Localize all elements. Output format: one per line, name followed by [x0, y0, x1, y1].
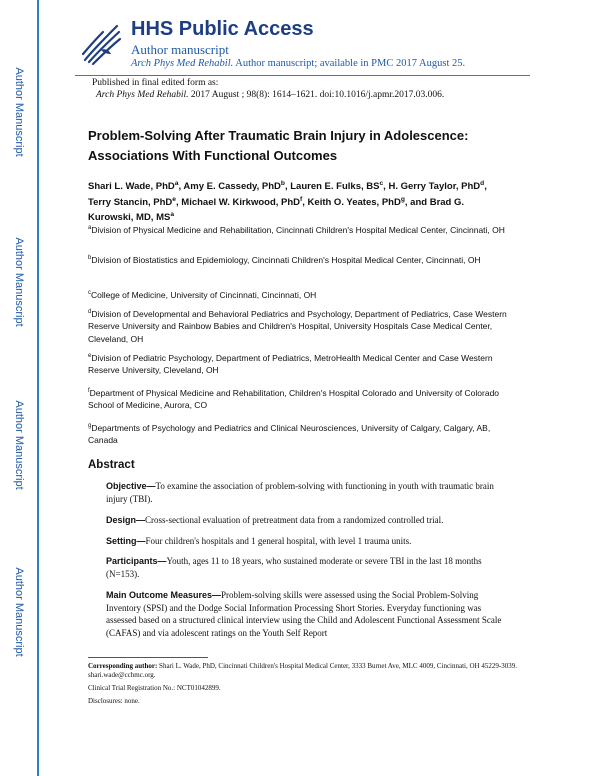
affiliation-item [88, 385, 513, 412]
affiliation-item [88, 287, 513, 301]
abstract-section-text: Problem-solving skills were assessed using the Social Problem-Solving Inventory (SPSI) and the Dodge Social Information Processing Short Stories. Everyday functioning was assessed based on a structured clinical interview using the Child and Adolescent Functional Assessment Scale (CAFAS) and via adolescent ratings on the Youth Self Report [106, 590, 502, 638]
abstract-heading: Abstract [88, 459, 135, 471]
author-affiliation-marker: d [480, 180, 485, 187]
affiliation-marker: d [88, 309, 92, 315]
affiliation-text: Department of Physical Medicine and Rehabilitation, Children's Hospital Colorado and University of Colorado School of Medicine, Aurora, CO [88, 387, 500, 411]
affiliation-text: Division of Pediatric Psychology, Department of Pediatrics, MetroHealth Medical Center and Case Western Reserve University, Cleveland, OH [88, 352, 493, 376]
author-name: Amy E. Cassedy, PhD [183, 181, 281, 193]
author-affiliation-marker: e [172, 195, 176, 203]
affiliation-marker: a [88, 225, 92, 231]
abstract-section-text: Youth, ages 11 to 18 years, who sustained moderate or severe TBI in the last 18 months (N=153). [106, 556, 482, 579]
abstract-section-text: Cross-sectional evaluation of pretreatment data from a randomized controlled trial. [145, 515, 444, 525]
sidebar [0, 0, 38, 776]
corresponding-author-note: Corresponding author: Shari L. Wade, PhD, Cincinnati Children's Hospital Medical Center, 3333 Burnet Ave, MLC 4009, Cincinnati, OH 45229-3039. shari.wade@cchmc.org. [88, 662, 517, 679]
author-affiliation-marker: a [170, 211, 175, 219]
footnote-rule [88, 657, 208, 658]
author-name: Michael W. Kirkwood, PhD [181, 196, 301, 208]
sidebar-label: Author Manuscript [13, 400, 25, 490]
article-title: Problem-Solving After Traumatic Brain Injury in Adolescence: Associations With Functional Outcomes [88, 128, 469, 163]
affiliation-marker: b [88, 255, 92, 261]
manuscript-label: Author manuscript [131, 42, 229, 57]
author-list: Shari L. Wade, PhD$^a$, Amy E. Cassedy, PhD$^b$, Lauren E. Fulks, $BS^c$, H. Gerry Taylor, PhD$^d$, Terry Stancin, PhD$^e$, Michael W. Kirkwood, PhD$^f$, Keith O. Yeates, PhD$^g$, and Brad G. Kurowski, MD, $MS^a$ [88, 180, 487, 224]
affiliation-marker: e [88, 353, 92, 359]
abstract-section [106, 480, 511, 505]
author-affiliation-marker: b [280, 180, 285, 187]
affiliation-marker: c [88, 290, 91, 296]
author-affiliation-marker: f [300, 195, 303, 203]
published-citation: Arch Phys Med Rehabil. 2017 August ; 98(8): 1614–1621. doi:10.1016/j.apmr.2017.03.006. [96, 90, 445, 100]
published-label: Published in final edited form as: [92, 78, 219, 88]
abstract-section-text: Four children's hospitals and 1 general hospital, with level 1 trauma units. [145, 536, 412, 546]
abstract-section-label: Participants— [106, 556, 167, 566]
affiliation-item [88, 222, 513, 236]
affiliation-marker: f [88, 388, 90, 394]
author-name: Brad G. Kurowski, MD, MS [88, 196, 465, 224]
abstract-section [106, 535, 511, 548]
sidebar-label: Author Manuscript [13, 567, 25, 657]
affiliation-item [88, 350, 513, 377]
affiliation-text: Division of Biostatistics and Epidemiology, Cincinnati Children's Hospital Medical Center, Cincinnati, OH [91, 254, 481, 265]
disclosures-note: Disclosures: none. [88, 697, 140, 705]
sidebar-divider [37, 0, 39, 776]
author-name: Shari L. Wade, PhD [88, 181, 175, 193]
abstract-section [106, 555, 511, 580]
manuscript-citation: Arch Phys Med Rehabil. Author manuscript; available in PMC 2017 August 25. [131, 58, 466, 69]
sidebar-label: Author Manuscript [13, 67, 25, 157]
affiliation-text: Division of Developmental and Behavioral Pediatrics and Psychology, Department of Pediatrics, Case Western Reserve University and Rainbow Babies and Children's Hospital, University Hospitals Case Medical Center, Cleveland, OH [88, 308, 507, 344]
sidebar-label: Author Manuscript [13, 237, 25, 327]
abstract-section [106, 589, 511, 639]
affiliation-text: Departments of Psychology and Pediatrics and Clinical Neurosciences, University of Calgary, Calgary, AB, Canada [88, 422, 491, 446]
abstract-section-label: Design— [106, 515, 146, 525]
abstract-section [106, 514, 511, 527]
abstract-section-text: To examine the association of problem-solving with functioning in youth with traumatic brain injury (TBI). [106, 481, 494, 504]
affiliation-item [88, 306, 513, 345]
affiliation-text: Division of Physical Medicine and Rehabilitation, Cincinnati Children's Hospital Medical Center, Cincinnati, OH [91, 224, 505, 235]
abstract-section-label: Objective— [106, 481, 156, 491]
abstract-section-label: Main Outcome Measures— [106, 590, 222, 600]
header-rule [75, 75, 530, 76]
trial-registration-note: Clinical Trial Registration No.: NCT01042899. [88, 684, 221, 692]
affiliation-marker: g [88, 423, 92, 429]
affiliation-text: College of Medicine, University of Cincinnati, Cincinnati, OH [90, 289, 317, 300]
affiliation-item [88, 420, 513, 447]
abstract-section-label: Setting— [106, 536, 146, 546]
author-affiliation-marker: g [400, 195, 405, 203]
affiliation-item [88, 252, 513, 266]
author-name: Lauren E. Fulks, BS [290, 181, 380, 193]
hhs-title: HHS Public Access [131, 18, 314, 40]
hhs-eagle-logo-icon [79, 20, 123, 66]
author-name: Keith O. Yeates, PhD [307, 196, 401, 208]
author-name: Terry Stancin, PhD [88, 196, 173, 208]
author-name: H. Gerry Taylor, PhD [388, 181, 481, 193]
author-affiliation-marker: c [379, 180, 384, 187]
author-affiliation-marker: a [174, 180, 179, 187]
